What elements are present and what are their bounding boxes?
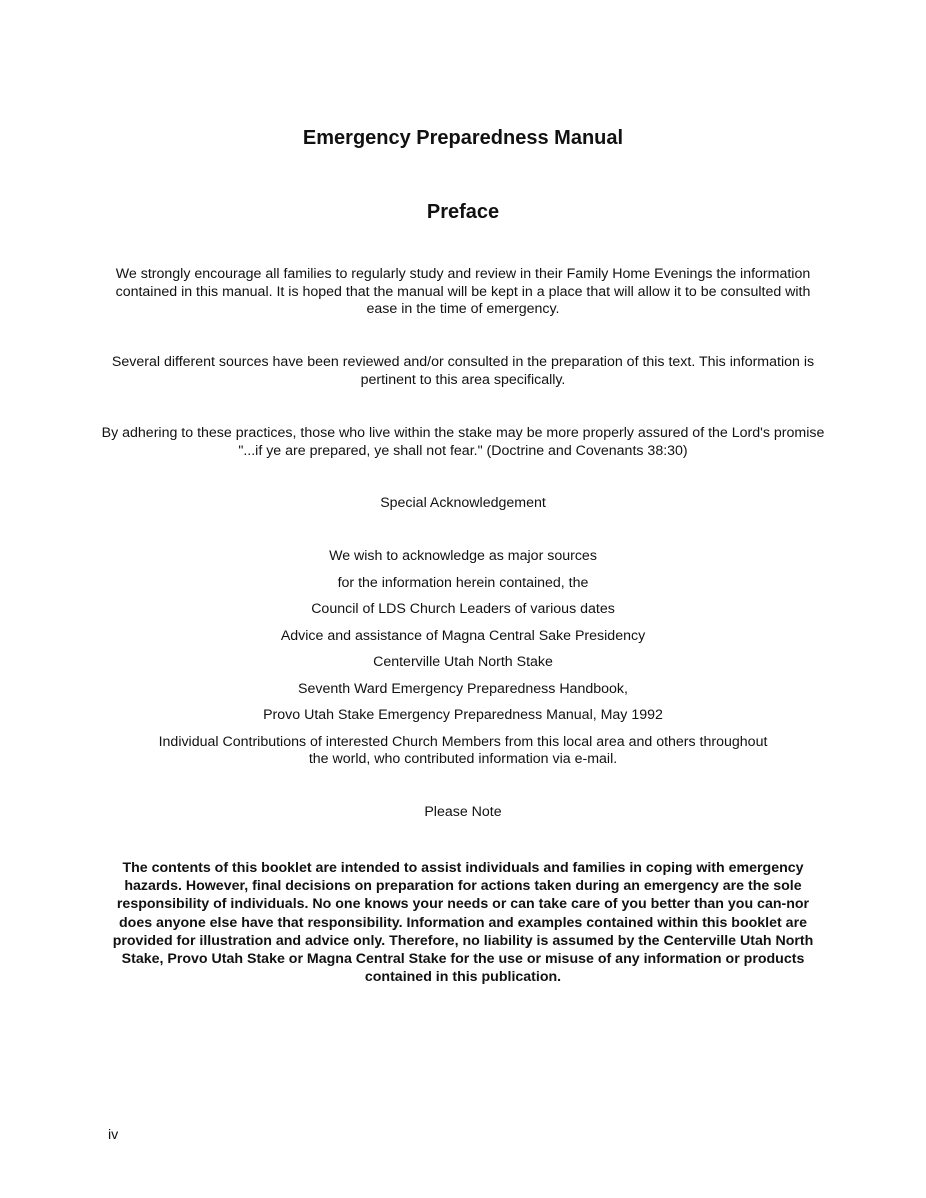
acknowledgement-line: Council of LDS Church Leaders of various dates	[311, 601, 615, 617]
acknowledgement-heading: Special Acknowledgement	[380, 495, 546, 511]
preface-paragraph-1: We strongly encourage all families to regularly study and review in their Family Home Evenings the information contained in this manual. It is hoped that the manual will be kept in a place that will allow it to be consulted with ease in the time of emergency.	[115, 266, 811, 317]
document-title: Emergency Preparedness Manual	[302, 127, 624, 149]
disclaimer-text: The contents of this booklet are intended to assist individuals and families in coping with emergency hazards. However, final decisions on preparation for actions taken during an emergency are the sole responsibility of individuals. No one knows your needs or can take care of you better than you can-nor does anyone else have that responsibility. Information and examples contained within this booklet are provided for illustration and advice only. Therefore, no liability is assumed by the Centerville Utah North Stake, Provo Utah Stake or Magna Central Stake for the use or misuse of any information or products contained in this publication.	[112, 860, 814, 986]
acknowledgement-line: Advice and assistance of Magna Central Sake Presidency	[280, 627, 646, 644]
note-heading: Please Note	[424, 804, 502, 820]
preface-paragraph-2: Several different sources have been reviewed and/or consulted in the preparation of this text. This information is pertinent to this area specifically.	[111, 354, 815, 388]
acknowledgement-line: for the information herein contained, the	[337, 574, 589, 591]
acknowledgement-list	[150, 548, 776, 769]
preface-paragraph-3: By adhering to these practices, those who live within the stake may be more properly assured of the Lord's promise "...if ye are prepared, ye shall not fear." (Doctrine and Covenants 38:30)	[101, 425, 825, 459]
acknowledgement-line: Centerville Utah North Stake	[373, 654, 553, 670]
acknowledgement-line: We wish to acknowledge as major sources	[329, 548, 597, 564]
page-number: iv	[108, 1127, 119, 1143]
acknowledgement-line: Individual Contributions of interested Church Members from this local area and others throughout the world, who contributed information via e-mail.	[158, 733, 768, 767]
section-title: Preface	[426, 201, 500, 223]
acknowledgement-line: Seventh Ward Emergency Preparedness Handbook,	[298, 680, 628, 697]
acknowledgement-line: Provo Utah Stake Emergency Preparedness Manual, May 1992	[263, 707, 663, 723]
